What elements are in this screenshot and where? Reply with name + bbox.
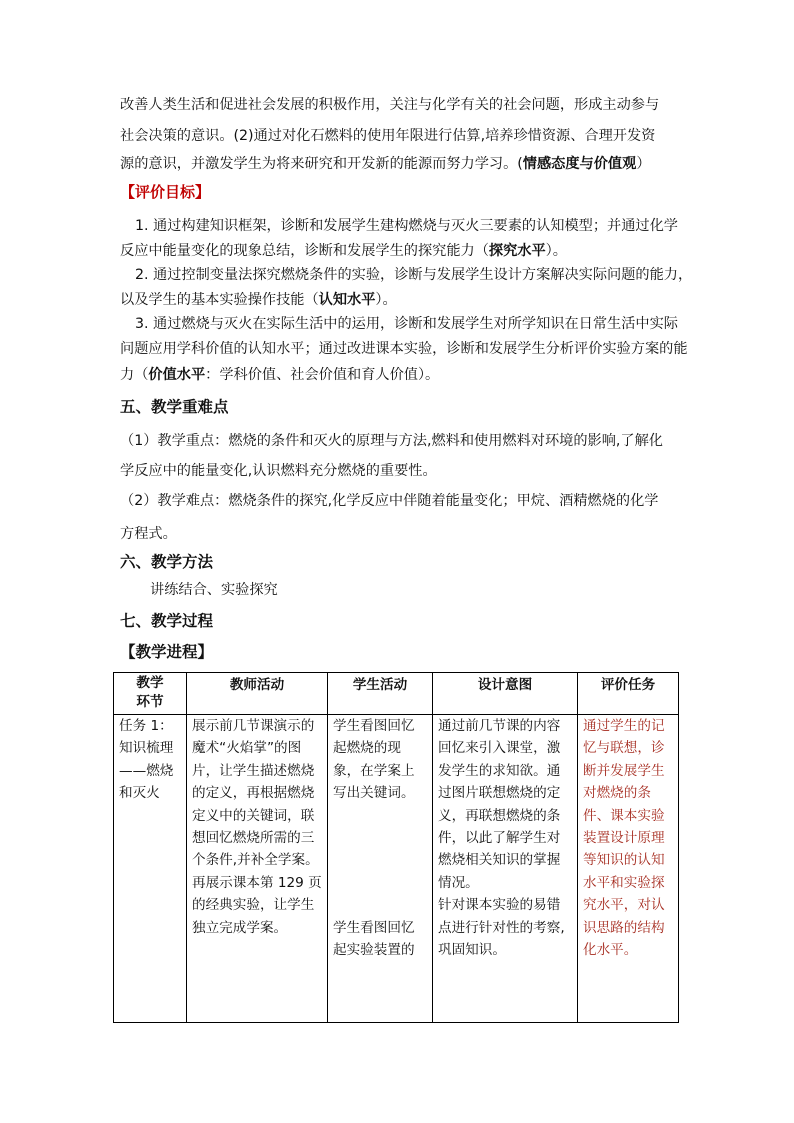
eval-item-3-cont: 力（价值水平：学科价值、社会价值和育人价值）。	[120, 367, 440, 383]
col-header-evaluation: 评价任务	[578, 673, 679, 715]
col-header-design: 设计意图	[433, 673, 578, 715]
eval-item-1-cont: 反应中能量变化的现象总结，诊断和发展学生的探究能力（探究水平）。	[120, 243, 567, 259]
cell-teacher: 展示前几节课演示的魔术“火焰掌”的图片，让学生描述燃烧的定义，再根据燃烧定义中的关键词，联想回忆燃烧所需的三个条件,并补全学案。再展示课本第 129 页的经典实验，让学生独立完成学案。	[187, 715, 328, 1023]
section-heading: 七、教学过程	[120, 612, 214, 630]
design-intent-b: 针对课本实验的易错点进行针对性的考察,巩固知识。	[438, 897, 565, 959]
design-intent-a: 通过前几节课的内容回忆来引入课堂，激发学生的求知欲。通过图片联想燃烧的定义，再联想燃烧的条件，以此了解学生对燃烧相关知识的掌握情况。	[438, 718, 561, 891]
table-row	[114, 715, 679, 1023]
teaching-process-table	[113, 672, 679, 1023]
paragraph-line: 学反应中的能量变化,认识燃料充分燃烧的重要性。	[120, 463, 437, 479]
section-heading: 六、教学方法	[120, 553, 214, 571]
paragraph-line: （1）教学重点：燃烧的条件和灭火的原理与方法,燃料和使用燃料对环境的影响,了解化	[120, 433, 663, 449]
emphasis: 情感态度与价值观	[522, 156, 637, 172]
eval-item-3: 3. 通过燃烧与灭火在实际生活中的运用，诊断和发展学生对所学知识在日常生活中实际	[135, 316, 678, 332]
eval-item-2-cont: 以及学生的基本实验操作技能（认知水平）。	[120, 292, 397, 308]
section-heading: 五、教学重难点	[120, 398, 229, 416]
eval-item-1: 1. 通过构建知识框架，诊断和发展学生建构燃烧与灭火三要素的认知模型；并通过化学	[135, 218, 678, 234]
eval-item-2: 2. 通过控制变量法探究燃烧条件的实验，诊断与发展学生设计方案解决实际问题的能力，	[135, 267, 693, 283]
paragraph-line: 方程式。	[120, 526, 177, 542]
cell-design	[433, 715, 578, 1023]
student-activity-a: 学生看图回忆起燃烧的现象，在学案上写出关键词。	[333, 718, 415, 802]
paragraph-line: 讲练结合、实验探究	[150, 582, 278, 598]
paragraph-line: 改善人类生活和促进社会发展的积极作用，关注与化学有关的社会问题，形成主动参与	[120, 97, 660, 113]
subheading: 【教学进程】	[120, 643, 214, 661]
cell-student	[328, 715, 433, 1023]
paragraph-line: 社会决策的意识。(2)通过对化石燃料的使用年限进行估算,培养珍惜资源、合理开发资	[120, 128, 656, 144]
eval-item-3-cont: 问题应用学科价值的认知水平；通过改进课本实验，诊断和发展学生分析评价实验方案的能	[120, 341, 688, 357]
paragraph-line: （2）教学难点：燃烧条件的探究,化学反应中伴随着能量变化；甲烷、酒精燃烧的化学	[120, 493, 659, 509]
col-header-student: 学生活动	[328, 673, 433, 715]
paragraph-line: 源的意识，并激发学生为将来研究和开发新的能源而努力学习。(情感态度与价值观）	[120, 156, 651, 172]
col-header-stage: 教学 环节	[114, 673, 187, 715]
cell-evaluation: 通过学生的记忆与联想，诊断并发展学生对燃烧的条件、课本实验装置设计原理等知识的认知水平和实验探究水平，对认识思路的结构化水平。	[578, 715, 679, 1023]
student-activity-b: 学生看图回忆起实验装置的	[333, 919, 415, 959]
eval-heading: 【评价目标】	[120, 183, 211, 201]
table-header-row	[114, 673, 679, 715]
cell-stage: 任务 1：知识梳理——燃烧和灭火	[114, 715, 187, 1023]
col-header-teacher: 教师活动	[187, 673, 328, 715]
